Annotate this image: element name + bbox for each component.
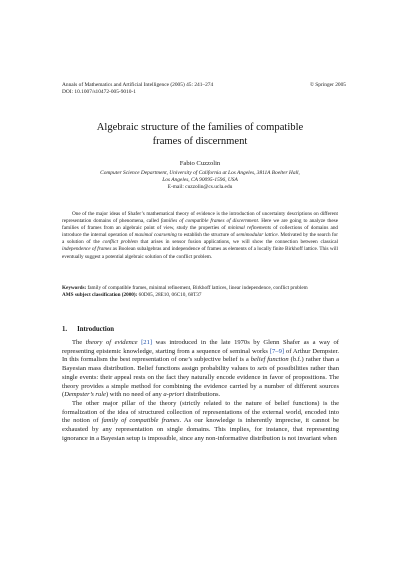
abstract-emphasis: conflict problem — [102, 239, 138, 246]
body-span: (b.f.) rather than a Bayesian mass distribution. Belief functions assign probability values to — [62, 356, 339, 373]
body-span: of possibilities rather than single events: their appeal rests on the fact they naturally encode evidence in favor of propositions. The theory provides a simple method for combining the evidence carried by a number of different sources ( — [62, 365, 339, 399]
body-emphasis: theory of evidence — [85, 339, 138, 346]
doi: DOI: 10.1007/s10472-005-9010-1 — [62, 89, 136, 95]
abstract-emphasis: independence of frames — [62, 246, 112, 253]
title-line-2: frames of discernment — [152, 136, 248, 147]
abstract-text: to establish the structure of — [176, 232, 237, 239]
paper-title — [60, 121, 340, 149]
abstract-paragraph — [62, 211, 338, 261]
body-span: . As our knowledge is inherently imprecise, it cannot be exhausted by any representation on single domains. This implies, for instance, that representing ignorance in a Bayesian setup is impossible, since any non-informative distribution is not invariant when — [62, 417, 340, 442]
keywords-label: Keywords: — [62, 285, 87, 291]
abstract-emphasis: minimal refinements — [227, 225, 272, 232]
keywords-block — [62, 285, 338, 299]
citation-link[interactable]: [7–9] — [269, 347, 285, 355]
author-name: Fabio Cuzzolin — [179, 160, 221, 167]
abstract-text: . Here we are going to analyze these families of frames from an algebraic point of view, study the properties of — [62, 218, 339, 232]
ams-label: AMS subject classification (2000): — [62, 292, 138, 299]
journal-citation: Annals of Mathematics and Artificial Intelligence (2005) 45: 241–274 — [62, 82, 214, 88]
affiliation-line-2: Los Angeles, CA 90095-1596, USA — [162, 177, 238, 183]
abstract-text: as Boolean subalgebras and independence of frames as elements of a locally finite Birkhoff lattice. This will eventually suggest a potential algebraic solution of the conflict problem. — [62, 246, 338, 260]
abstract — [62, 211, 338, 261]
abstract-text: . Motivated by the search for a solution of the — [62, 232, 338, 246]
section-number: 1. — [62, 326, 68, 333]
abstract-emphasis: semimodular lattice — [236, 232, 278, 239]
citation-link[interactable]: [21] — [141, 339, 153, 346]
section-heading — [62, 325, 114, 334]
body-emphasis: belief function — [250, 356, 289, 364]
affiliation-line-1: Computer Science Department, University of California at Los Angeles, 3811A Boelter Hall, — [100, 170, 300, 176]
body-span: ) with no need of any — [105, 391, 164, 399]
author-email: E-mail: cuzzolin@cs.ucla.edu — [167, 184, 233, 190]
keywords-text: family of compatible frames, minimal refinement, Birkhoff lattices, linear independence, conflict problem — [87, 285, 308, 291]
body-span: The other major pillar of the theory (strictly related to the nature of belief functions) is the formalization of the idea of structured collection of representations of the external world, encoded into the notion of — [62, 399, 339, 425]
running-header — [62, 82, 346, 96]
abstract-text: One of the major ideas of Shafer’s mathematical theory of evidence is the introduction of uncertainty descriptions on different representation domains of phenomena, called — [62, 211, 338, 225]
abstract-emphasis: maximal coarsening — [134, 232, 177, 239]
section-title: Introduction — [77, 326, 114, 333]
ams-codes: 60D05, 28E10, 06C10, 68T37 — [138, 292, 202, 299]
abstract-text: of collections of domains and introduce the internal operation of — [62, 225, 339, 239]
abstract-emphasis: families of compatible frames of discernment — [160, 218, 258, 225]
ams-classification — [62, 292, 338, 299]
abstract-text: that arises in sensor fusion applications, we will show the connection between classical — [137, 239, 339, 246]
author-affiliation — [60, 170, 340, 191]
body-span: was introduced in the late 1970s by Glenn Shafer as a way of representing epistemic knowledge, starting from a sequence of seminal works — [62, 339, 339, 355]
paragraph-1 — [62, 339, 339, 400]
body-span: distributions. — [184, 391, 221, 399]
title-line-1: Algebraic structure of the families of compatible — [96, 122, 304, 133]
body-span: The — [72, 339, 86, 346]
paragraph-2 — [62, 400, 339, 444]
body-emphasis: a-priori — [163, 391, 185, 399]
body-emphasis: sets — [257, 365, 268, 373]
publisher-copyright: © Springer 2005 — [309, 82, 346, 88]
body-emphasis: family of compatible frames — [101, 417, 180, 425]
body-span: of Arthur Dempster. In this formalism the best representation of one’s subjective belief is a — [62, 347, 339, 364]
body-emphasis: Dempster’s rule — [64, 391, 106, 399]
body-text — [62, 339, 339, 443]
